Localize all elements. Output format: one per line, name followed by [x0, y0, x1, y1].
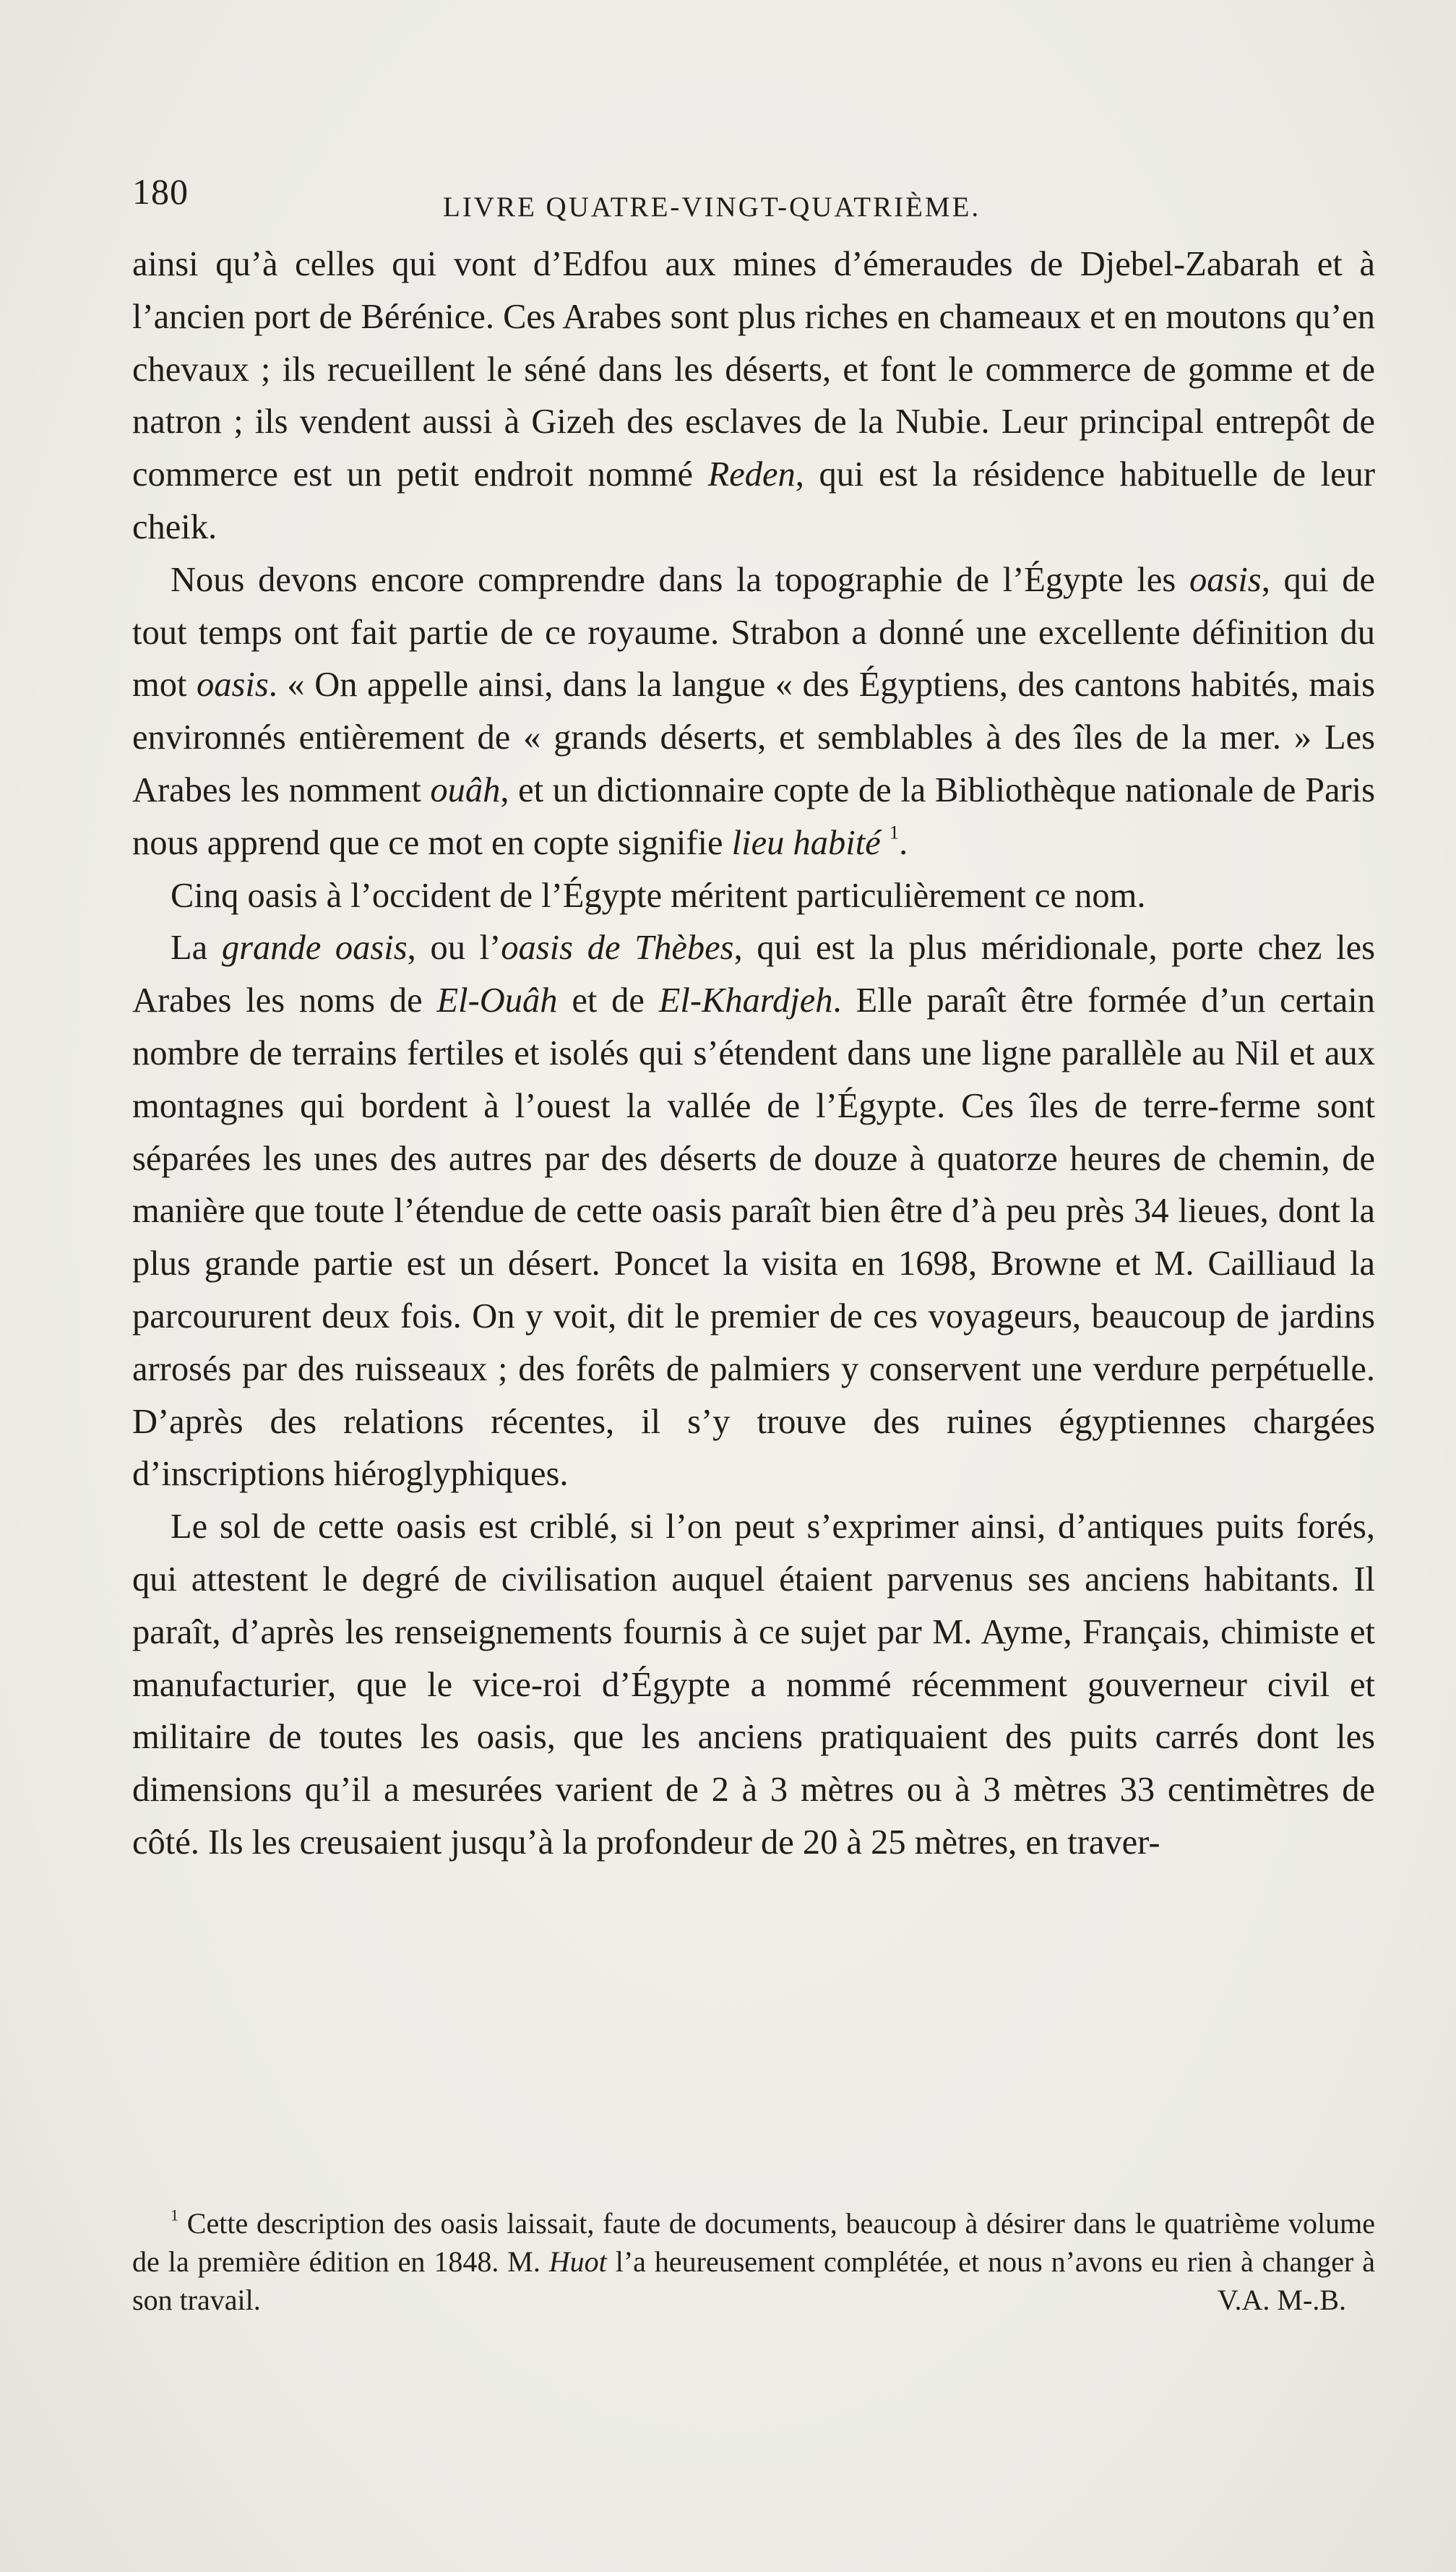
page-number: 180	[132, 171, 189, 212]
footnote	[132, 2204, 1375, 2319]
text-run: . Elle paraît être formée d’un certain nombre de terrains fertiles et isolés qui s’étendent dans une ligne parallèle au Nil et aux montagnes qui bordent à l’ouest la vallée de l’Égypte. Ces îles de terre-ferme sont séparées les unes des autres par des déserts de douze à quatorze heures de chemin, de manière que toute l’étendue de cette oasis paraît bien être d’à peu près 34 lieues, dont la plus grande partie est un désert. Poncet la visita en 1698, Browne et M. Cailliaud la parcoururent deux fois. On y voit, dit le premier de ces voyageurs, beaucoup de jardins arrosés par des ruisseaux ; des forêts de palmiers y conservent une verdure perpétuelle. D’après des relations récentes, il s’y trouve des ruines égyptiennes chargées d’inscriptions hiéroglyphiques.	[132, 981, 1375, 1494]
italic-term: grande oasis	[221, 929, 408, 968]
text-run: ainsi qu’à celles qui vont d’Edfou aux mines d’émeraudes de Djebel-Zabarah et à l’ancien port de Bérénice. Ces Arabes sont plus riches en chameaux et en moutons qu’en chevaux ; ils recueillent le séné dans les déserts, et font le commerce de gomme et de natron ; ils vendent aussi à Gizeh des esclaves de la Nubie. Leur principal entrepôt de commerce est un petit endroit nommé	[132, 245, 1375, 494]
page-header	[132, 171, 1375, 221]
text-run: , qui de tout temps ont fait partie de ce royaume. Strabon a donné une excellente définition du mot	[132, 560, 1375, 705]
italic-term: Huot	[548, 2245, 607, 2278]
text-run: , qui est la résidence habituelle de leur cheik.	[132, 455, 1376, 546]
text-run: La	[171, 929, 222, 968]
text-run: Cinq oasis à l’occident de l’Égypte méritent particulièrement ce nom.	[171, 876, 1146, 915]
footnote-ref: 1	[889, 821, 900, 843]
italic-term: ouâh	[430, 770, 501, 809]
text-run: .	[899, 823, 908, 862]
body-text	[132, 238, 1375, 1870]
paragraph	[132, 1501, 1375, 1870]
text-run: Le sol de cette oasis est criblé, si l’on peut s’exprimer ainsi, d’antiques puits forés, qui attestent le degré de civilisation auquel étaient parvenus ses anciens habitants. Il paraît, d’après les renseignements fournis à ce sujet par M. Ayme, Français, chimiste et manufacturier, que le vice-roi d’Égypte a nommé récemment gouverneur civil et militaire de toutes les oasis, que les anciens pratiquaient des puits carrés dont les dimensions qu’il a mesurées varient de 2 à 3 mètres ou à 3 mètres 33 centimètres de côté. Ils les creusaient jusqu’à la profondeur de 20 à 25 mètres, en traver-	[132, 1507, 1375, 1862]
text-run: Nous devons encore comprendre dans la topographie de l’Égypte les	[171, 560, 1189, 599]
italic-term: oasis	[197, 666, 269, 705]
running-head: LIVRE QUATRE-VINGT-QUATRIÈME.	[443, 192, 981, 223]
text-run: , et un dictionnaire copte de la Bibliothèque nationale de Paris nous apprend que ce mot en copte signifie	[132, 770, 1375, 862]
paragraph	[132, 922, 1375, 1501]
text-run	[881, 824, 889, 862]
text-run: Cette description des oasis laissait, faute de documents, beaucoup à désirer dans le quatrième volume de la première édition en 1848. M.	[132, 2207, 1376, 2278]
paragraph	[132, 554, 1375, 870]
italic-term: El-Khardjeh	[658, 981, 833, 1020]
italic-term: lieu habité	[731, 823, 881, 862]
footnote-marker: 1	[171, 2206, 178, 2224]
footnotes	[132, 2204, 1375, 2319]
footnote-signature: V.A. M-.B.	[1217, 2284, 1346, 2316]
paragraph	[132, 870, 1375, 923]
text-run: , qui est la plus méridionale, porte chez les Arabes les noms de	[132, 929, 1375, 1020]
italic-term: oasis de Thèbes	[501, 929, 734, 968]
text-run: , ou l’	[407, 929, 501, 968]
italic-term: Reden	[707, 455, 796, 494]
italic-term: El-Ouâh	[436, 981, 558, 1020]
text-run: et de	[557, 981, 659, 1020]
text-run: l’a heureusement complétée, et nous n’avons eu rien à changer à son travail.	[132, 2245, 1375, 2316]
paragraph	[132, 238, 1375, 554]
italic-term: oasis	[1189, 560, 1262, 599]
text-run: . « On appelle ainsi, dans la langue « des Égyptiens, des cantons habités, mais environnés entièrement de « grands déserts, et semblables à des îles de la mer. » Les Arabes les nomment	[132, 666, 1376, 809]
